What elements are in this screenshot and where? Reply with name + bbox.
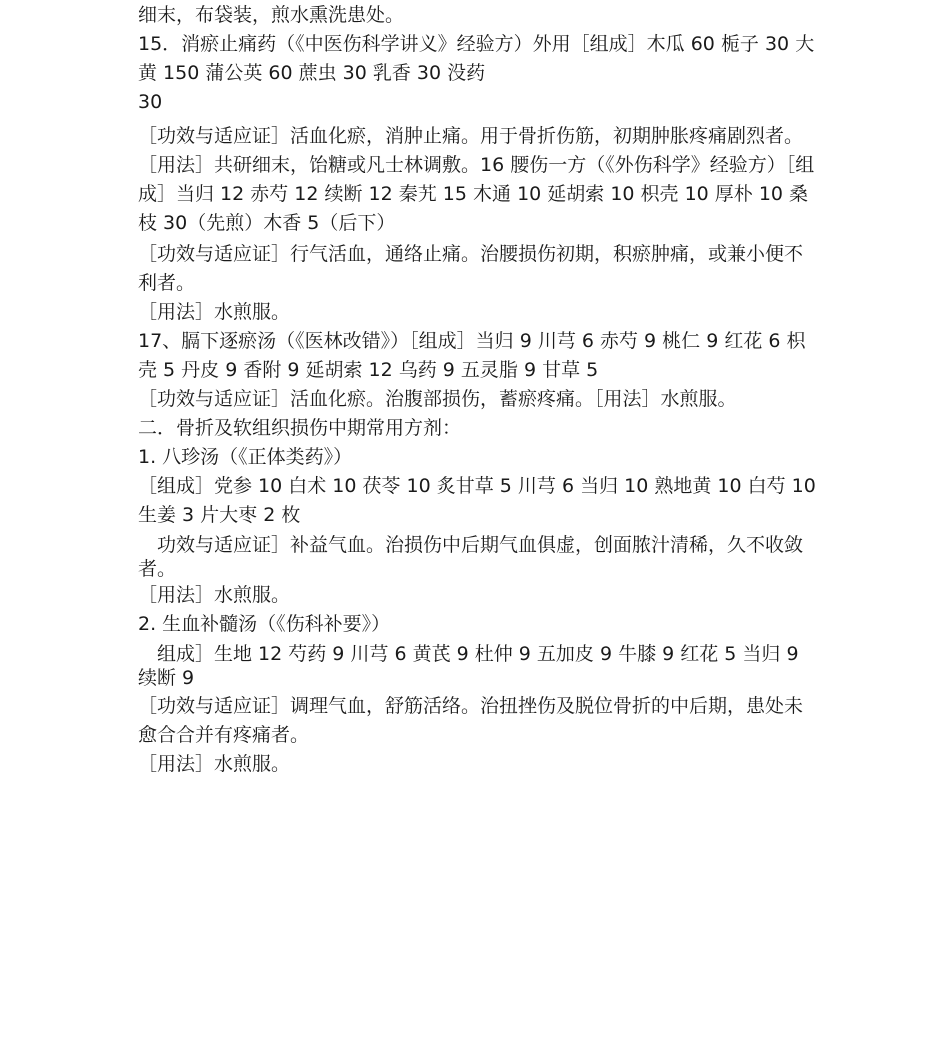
paragraph-3: 30 — [138, 91, 163, 113]
paragraph-5: ［用法］共研细末，饴糖或凡士林调敷。16 腰伤一方（《外伤科学》经验方）［组成］当归 12 赤芍 12 续断 12 秦艽 15 木通 10 延胡索 10 枳壳 10 厚朴 10 桑枝 30（先煎）木香 5（后下） — [138, 154, 815, 234]
paragraph-7: ［用法］水煎服。 — [138, 301, 291, 323]
paragraph-17: ［功效与适应证］调理气血，舒筋活络。治扭挫伤及脱位骨折的中后期，患处未愈合合并有疼痛者。 — [138, 695, 804, 746]
paragraph-16: 组成］生地 12 芍药 9 川芎 6 黄芪 9 杜仲 9 五加皮 9 牛膝 9 红花 5 当归 9 续断 9 — [138, 643, 799, 689]
paragraph-6: ［功效与适应证］行气活血，通络止痛。治腰损伤初期，积瘀肿痛，或兼小便不利者。 — [138, 243, 804, 294]
paragraph-4: ［功效与适应证］活血化瘀，消肿止痛。用于骨折伤筋，初期肿胀疼痛剧烈者。 — [138, 125, 804, 147]
paragraph-11: 1. 八珍汤（《正体类药》） — [138, 446, 353, 468]
paragraph-2: 15．消瘀止痛药（《中医伤科学讲义》经验方）外用［组成］木瓜 60 栀子 30 大黄 150 蒲公英 60 蔗虫 30 乳香 30 没药 — [138, 33, 815, 84]
paragraph-9: ［功效与适应证］活血化瘀。治腹部损伤，蓄瘀疼痛。［用法］水煎服。 — [138, 388, 737, 410]
paragraph-14: ［用法］水煎服。 — [138, 584, 291, 606]
paragraph-15: 2. 生血补髓汤（《伤科补要》） — [138, 613, 391, 635]
document-body — [138, 1, 818, 779]
paragraph-10: 二．骨折及软组织损伤中期常用方剂： — [138, 417, 462, 439]
paragraph-18: ［用法］水煎服。 — [138, 753, 291, 775]
paragraph-8: 17、膈下逐瘀汤（《医林改错》）［组成］当归 9 川芎 6 赤芍 9 桃仁 9 红花 6 枳壳 5 丹皮 9 香附 9 延胡索 12 乌药 9 五灵脂 9 甘草 5 — [138, 330, 806, 381]
paragraph-1: 细末，布袋装，煎水熏洗患处。 — [138, 4, 405, 26]
paragraph-12: ［组成］党参 10 白术 10 茯苓 10 炙甘草 5 川芎 6 当归 10 熟地黄 10 白芍 10 生姜 3 片大枣 2 枚 — [138, 475, 816, 526]
paragraph-13: 功效与适应证］补益气血。治损伤中后期气血俱虚，创面脓汁清稀，久不收敛者。 — [138, 534, 804, 580]
